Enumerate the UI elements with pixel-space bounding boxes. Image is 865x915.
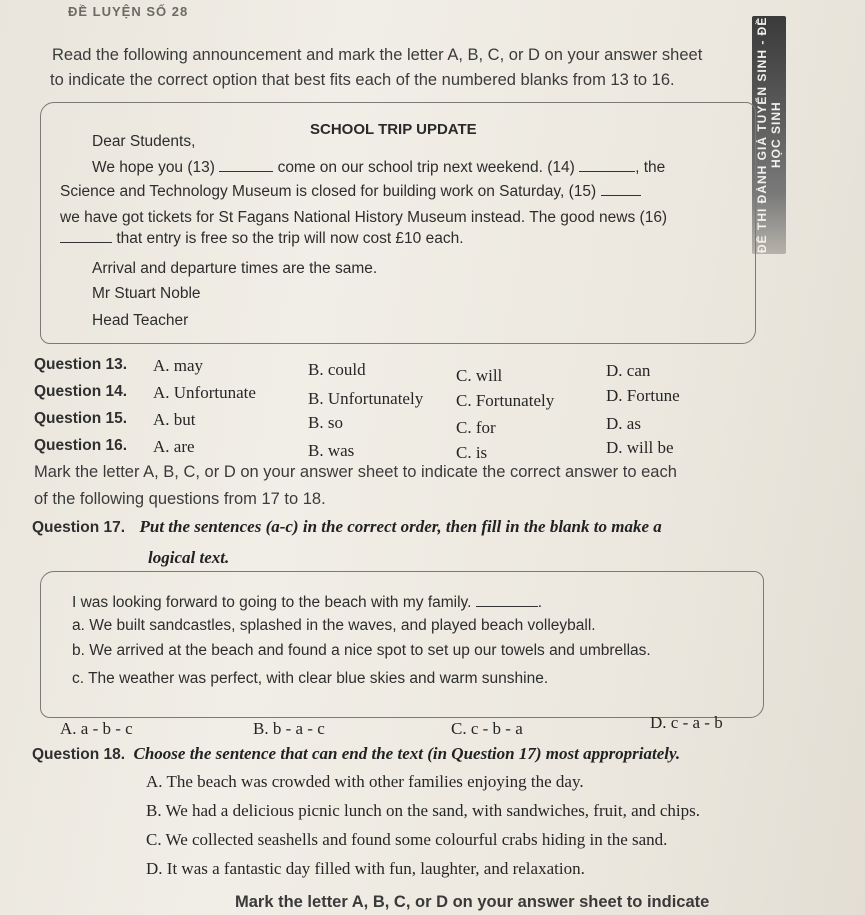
question-17-label: Question 17.	[32, 519, 126, 536]
announcement-title: SCHOOL TRIP UPDATE	[310, 121, 477, 138]
question-15-label: Question 15.	[34, 410, 128, 427]
question-17-prompt-2: logical text.	[148, 548, 230, 567]
q17-lead-text: I was looking forward to going to the beach with my family.	[72, 594, 472, 611]
side-banner-text: ĐỀ THI ĐÁNH GIÁ TUYỂN SINH - ĐỀ HỌC SINH	[755, 16, 783, 254]
question-18-label: Question 18.	[32, 746, 126, 763]
q17-sentence-b: b. We arrived at the beach and found a nice spot to set up our towels and umbrellas.	[72, 642, 651, 659]
q17-option-d[interactable]: D. c - a - b	[650, 713, 723, 732]
question-17-header	[32, 517, 662, 537]
question-14-label: Question 14.	[34, 383, 128, 400]
announcement-line-3: we have got tickets for St Fagans National History Museum instead. The good news (16)	[60, 209, 668, 226]
q16-option-b[interactable]: B. was	[308, 441, 355, 460]
q17-sentence-a: a. We built sandcastles, splashed in the waves, and played beach volleyball.	[72, 617, 596, 634]
instruction-2-line1: Mark the letter A, B, C, or D on your answer sheet to indicate the correct answer to each	[34, 463, 677, 481]
blank-16	[60, 242, 112, 243]
question-16-label: Question 16.	[34, 437, 128, 454]
blank-14	[579, 171, 635, 172]
instruction-1-line1: Read the following announcement and mark the letter A, B, C, or D on your answer sheet	[52, 46, 703, 64]
q16-option-d[interactable]: D. will be	[606, 438, 674, 457]
q13-option-b[interactable]: B. could	[308, 360, 366, 379]
q15-option-d[interactable]: D. as	[606, 414, 641, 433]
q15-option-c[interactable]: C. for	[456, 418, 496, 437]
line1-part-b: come on our school trip next weekend. (14)	[277, 159, 575, 176]
q14-option-d[interactable]: D. Fortune	[606, 386, 680, 405]
line1-part-c: , the	[635, 159, 666, 176]
q17-sentence-c: c. The weather was perfect, with clear blue skies and warm sunshine.	[72, 670, 549, 687]
q17-option-a[interactable]: A. a - b - c	[60, 719, 133, 738]
greeting: Dear Students,	[92, 133, 196, 150]
question-18-prompt: Choose the sentence that can end the text (in Question 17) most appropriately.	[133, 744, 681, 763]
q17-lead	[72, 594, 542, 612]
announcement-line-1	[92, 159, 665, 177]
q18-option-a[interactable]: A. The beach was crowded with other families enjoying the day.	[146, 772, 584, 791]
question-18-header	[32, 744, 680, 764]
signer-name: Mr Stuart Noble	[92, 285, 201, 302]
q16-option-c[interactable]: C. is	[456, 443, 488, 462]
q13-option-a[interactable]: A. may	[153, 356, 204, 375]
footer-cut-instruction: Mark the letter A, B, C, or D on your answer sheet to indicate	[235, 893, 710, 911]
q15-option-b[interactable]: B. so	[308, 413, 343, 432]
line2-text: Science and Technology Museum is closed for building work on Saturday, (15)	[60, 183, 597, 200]
line4-text: that entry is free so the trip will now cost £10 each.	[116, 230, 464, 247]
question-17-prompt: Put the sentences (a-c) in the correct order, then fill in the blank to make a	[139, 517, 662, 536]
blank-15	[601, 195, 641, 196]
line1-part-a: We hope you (13)	[92, 159, 215, 176]
q16-option-a[interactable]: A. are	[153, 437, 195, 456]
q14-option-b[interactable]: B. Unfortunately	[308, 389, 424, 408]
announcement-line-2	[60, 183, 641, 201]
q18-option-b[interactable]: B. We had a delicious picnic lunch on the sand, with sandwiches, fruit, and chips.	[146, 801, 701, 820]
blank-13	[219, 171, 273, 172]
q14-option-c[interactable]: C. Fortunately	[456, 391, 555, 410]
q17-blank	[476, 606, 538, 607]
test-title: ĐỀ LUYỆN SỐ 28	[68, 4, 189, 19]
q13-option-c[interactable]: C. will	[456, 366, 503, 385]
signer-role: Head Teacher	[92, 312, 189, 329]
instruction-2-line2: of the following questions from 17 to 18.	[34, 490, 326, 508]
q18-option-d[interactable]: D. It was a fantastic day filled with fun, laughter, and relaxation.	[146, 859, 585, 878]
q17-option-c[interactable]: C. c - b - a	[451, 719, 523, 738]
instruction-1-line2: to indicate the correct option that best fits each of the numbered blanks from 13 to 16.	[50, 71, 675, 89]
q18-option-c[interactable]: C. We collected seashells and found some colourful crabs hiding in the sand.	[146, 830, 668, 849]
announcement-line-5: Arrival and departure times are the same.	[92, 260, 378, 277]
q17-option-b[interactable]: B. b - a - c	[253, 719, 325, 738]
q15-option-a[interactable]: A. but	[153, 410, 196, 429]
q17-lead-end: .	[537, 594, 543, 611]
announcement-line-4	[60, 230, 464, 248]
q14-option-a[interactable]: A. Unfortunate	[153, 383, 256, 402]
question-13-label: Question 13.	[34, 356, 128, 373]
q13-option-d[interactable]: D. can	[606, 361, 651, 380]
